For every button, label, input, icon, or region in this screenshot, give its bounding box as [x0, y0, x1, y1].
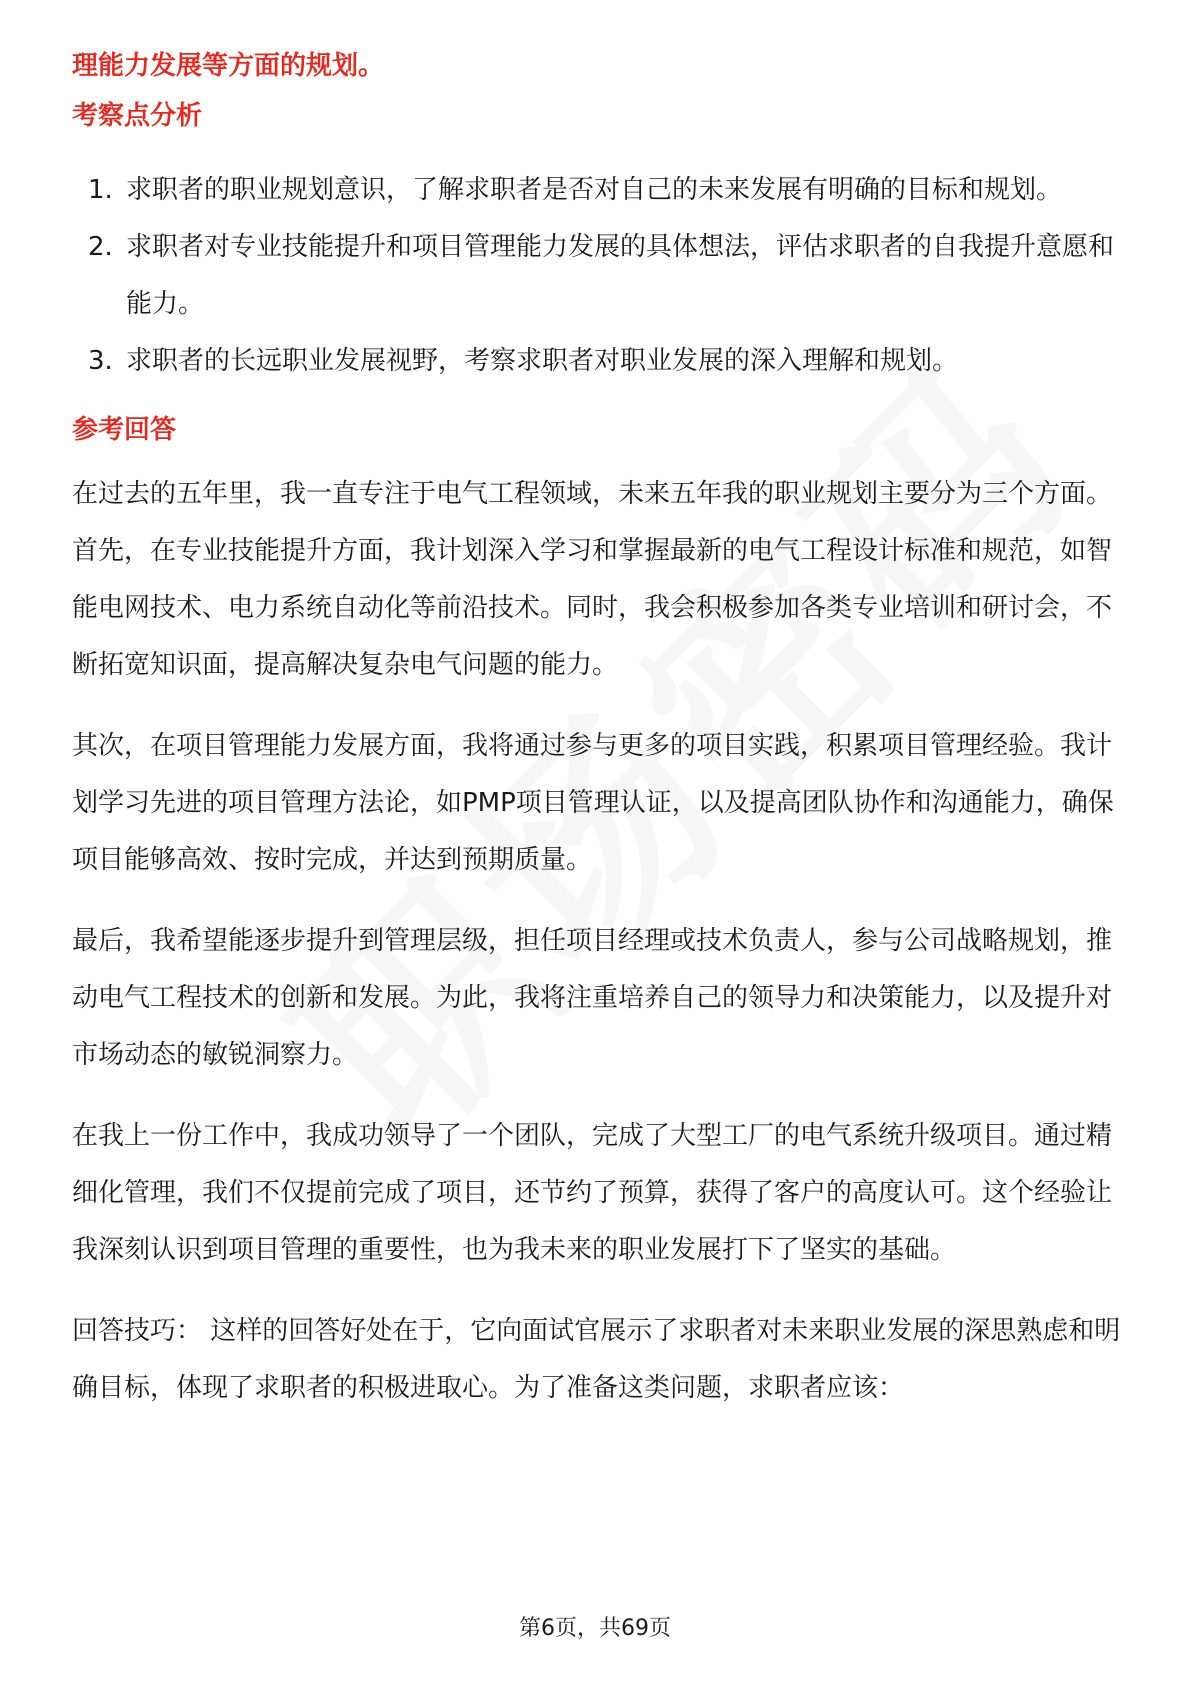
answer-paragraph: 其次，在项目管理能力发展方面，我将通过参与更多的项目实践，积累项目管理经验。我计划学习先进的项目管理方法论，如PMP项目管理认证，以及提高团队协作和沟通能力，确保项目能够高效、按时完成，并达到预期质量。 [72, 731, 1114, 875]
page-number: 第6页，共69页 [519, 1616, 671, 1641]
continued-line: 理能力发展等方面的规划。 [72, 51, 385, 81]
list-number: 1. [88, 175, 113, 205]
list-text: 求职者的职业规划意识，了解求职者是否对自己的未来发展有明确的目标和规划。 [126, 175, 1063, 205]
answer-paragraph: 在过去的五年里，我一直专注于电气工程领域，未来五年我的职业规划主要分为三个方面。首先，在专业技能提升方面，我计划深入学习和掌握最新的电气工程设计标准和规范，如智能电网技术、电力系统自动化等前沿技术。同时，我会积极参加各类专业培训和研讨会，不断拓宽知识面，提高解决复杂电气问题的能力。 [72, 479, 1113, 680]
answer-paragraph: 最后，我希望能逐步提升到管理层级，担任项目经理或技术负责人，参与公司战略规划，推动电气工程技术的创新和发展。为此，我将注重培养自己的领导力和决策能力，以及提升对市场动态的敏锐洞察力。 [72, 926, 1113, 1070]
list-item [72, 333, 1122, 390]
analysis-list [72, 162, 1122, 390]
list-item [72, 219, 1122, 333]
list-text: 求职者的长远职业发展视野，考察求职者对职业发展的深入理解和规划。 [126, 346, 959, 376]
list-number: 3. [88, 346, 113, 376]
answer-heading: 参考回答 [72, 415, 177, 445]
list-item [72, 162, 1122, 219]
answer-paragraph: 在我上一份工作中，我成功领导了一个团队，完成了大型工厂的电气系统升级项目。通过精细化管理，我们不仅提前完成了项目，还节约了预算，获得了客户的高度认可。这个经验让我深刻认识到项目管理的重要性，也为我未来的职业发展打下了坚实的基础。 [72, 1121, 1113, 1265]
list-number: 2. [88, 232, 113, 262]
page-content [72, 46, 1122, 1417]
list-text: 求职者对专业技能提升和项目管理能力发展的具体想法，评估求职者的自我提升意愿和能力。 [126, 232, 1115, 319]
analysis-heading: 考察点分析 [72, 101, 203, 131]
tips-paragraph: 回答技巧： 这样的回答好处在于，它向面试官展示了求职者对未来职业发展的深思熟虑和明确目标，体现了求职者的积极进取心。为了准备这类问题，求职者应该： [72, 1316, 1121, 1403]
